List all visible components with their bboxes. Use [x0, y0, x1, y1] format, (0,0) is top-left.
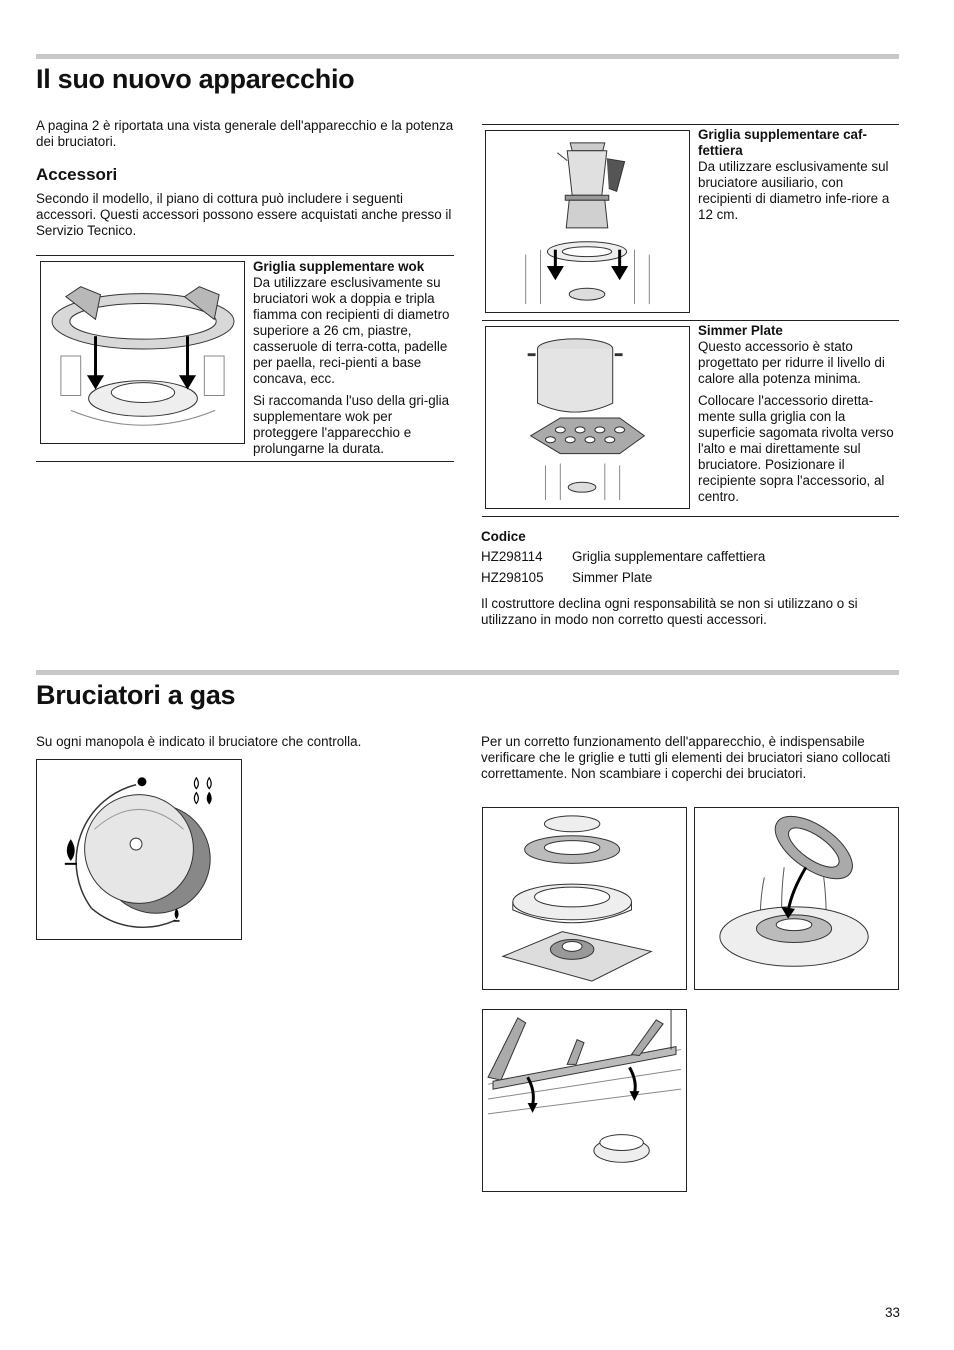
intro-text: A pagina 2 è riportata una vista generale dell'apparecchio e la potenza dei bruciatori.: [36, 118, 454, 149]
simmer-text-block: [698, 323, 898, 505]
page-number: 33: [885, 1305, 900, 1320]
codice-row: [481, 549, 765, 565]
pan-support-figure: [482, 1009, 687, 1192]
caffettiera-title: Griglia supplementare caf-fettiera: [698, 127, 867, 158]
section-title-apparecchio: Il suo nuovo apparecchio: [36, 64, 355, 94]
caffettiera-text: Da utilizzare esclusivamente sul bruciatore ausiliario, con recipienti di diametro infe-riore a 12 cm.: [698, 159, 890, 222]
burner-parts-figure: [482, 807, 687, 990]
burner-instructions-text: Per un corretto funzionamento dell'apparecchio, è indispensabile verificare che le griglie e tutti gli elementi dei bruciatori siano collocati correttamente. Non scambiare i coperchi dei bruciatori.: [481, 734, 891, 781]
wok-ring-figure: [40, 261, 245, 444]
codice-desc: Simmer Plate: [572, 570, 653, 585]
caffettiera-rule-top: [482, 124, 899, 125]
wok-text-block: [253, 259, 453, 457]
wok-rule-top: [36, 255, 454, 256]
wok-title: Griglia supplementare wok: [253, 259, 425, 274]
simmer-rule-bottom: [482, 516, 899, 517]
section-rule-bruciatori: [36, 670, 899, 675]
section-rule-top: [36, 54, 899, 59]
simmer-title: Simmer Plate: [698, 323, 783, 338]
codice-row: [481, 570, 652, 586]
simmer-rule-top: [482, 320, 899, 321]
simmer-text-2: Collocare l'accessorio diretta-mente sulla griglia con la superficie sagomata rivolta verso l'alto e mai direttamente sul bruciatore. Posizionare il recipiente sopra l'accessorio, al centro.: [698, 393, 894, 504]
wok-rule-bottom: [36, 461, 454, 462]
accessori-heading: Accessori: [36, 165, 118, 184]
accessori-text: Secondo il modello, il piano di cottura può includere i seguenti accessori. Questi accessori possono essere acquistati anche presso il Servizio Tecnico.: [36, 191, 452, 238]
simmer-text: Questo accessorio è stato progettato per ridurre il livello di calore alla potenza minima.: [698, 339, 885, 386]
knob-figure: [36, 759, 242, 940]
caffettiera-figure: [485, 130, 690, 313]
codice-heading: Codice: [481, 529, 526, 544]
disclaimer-text: Il costruttore declina ogni responsabilità se non si utilizzano o si utilizzano in modo non corretto questi accessori.: [481, 596, 858, 627]
codice-desc: Griglia supplementare caffettiera: [572, 549, 766, 564]
wok-text-2: Si raccomanda l'uso della gri-glia supplementare wok per proteggere l'apparecchio e prolungarne la durata.: [253, 393, 450, 456]
codice-code: HZ298105: [481, 570, 544, 585]
simmer-plate-figure: [485, 326, 690, 509]
section-title-bruciatori: Bruciatori a gas: [36, 680, 236, 710]
knob-text: Su ogni manopola è indicato il bruciatore che controlla.: [36, 734, 362, 749]
wok-text: Da utilizzare esclusivamente su bruciatori wok a doppia e tripla fiamma con recipienti di diametro superiore a 26 cm, piastre, casseruole di terra-cotta, padelle per paella, reci-pienti a base concava, ecc.: [253, 275, 450, 386]
codice-code: HZ298114: [481, 549, 543, 564]
burner-cap-figure: [694, 807, 899, 990]
caffettiera-text-block: [698, 127, 898, 223]
